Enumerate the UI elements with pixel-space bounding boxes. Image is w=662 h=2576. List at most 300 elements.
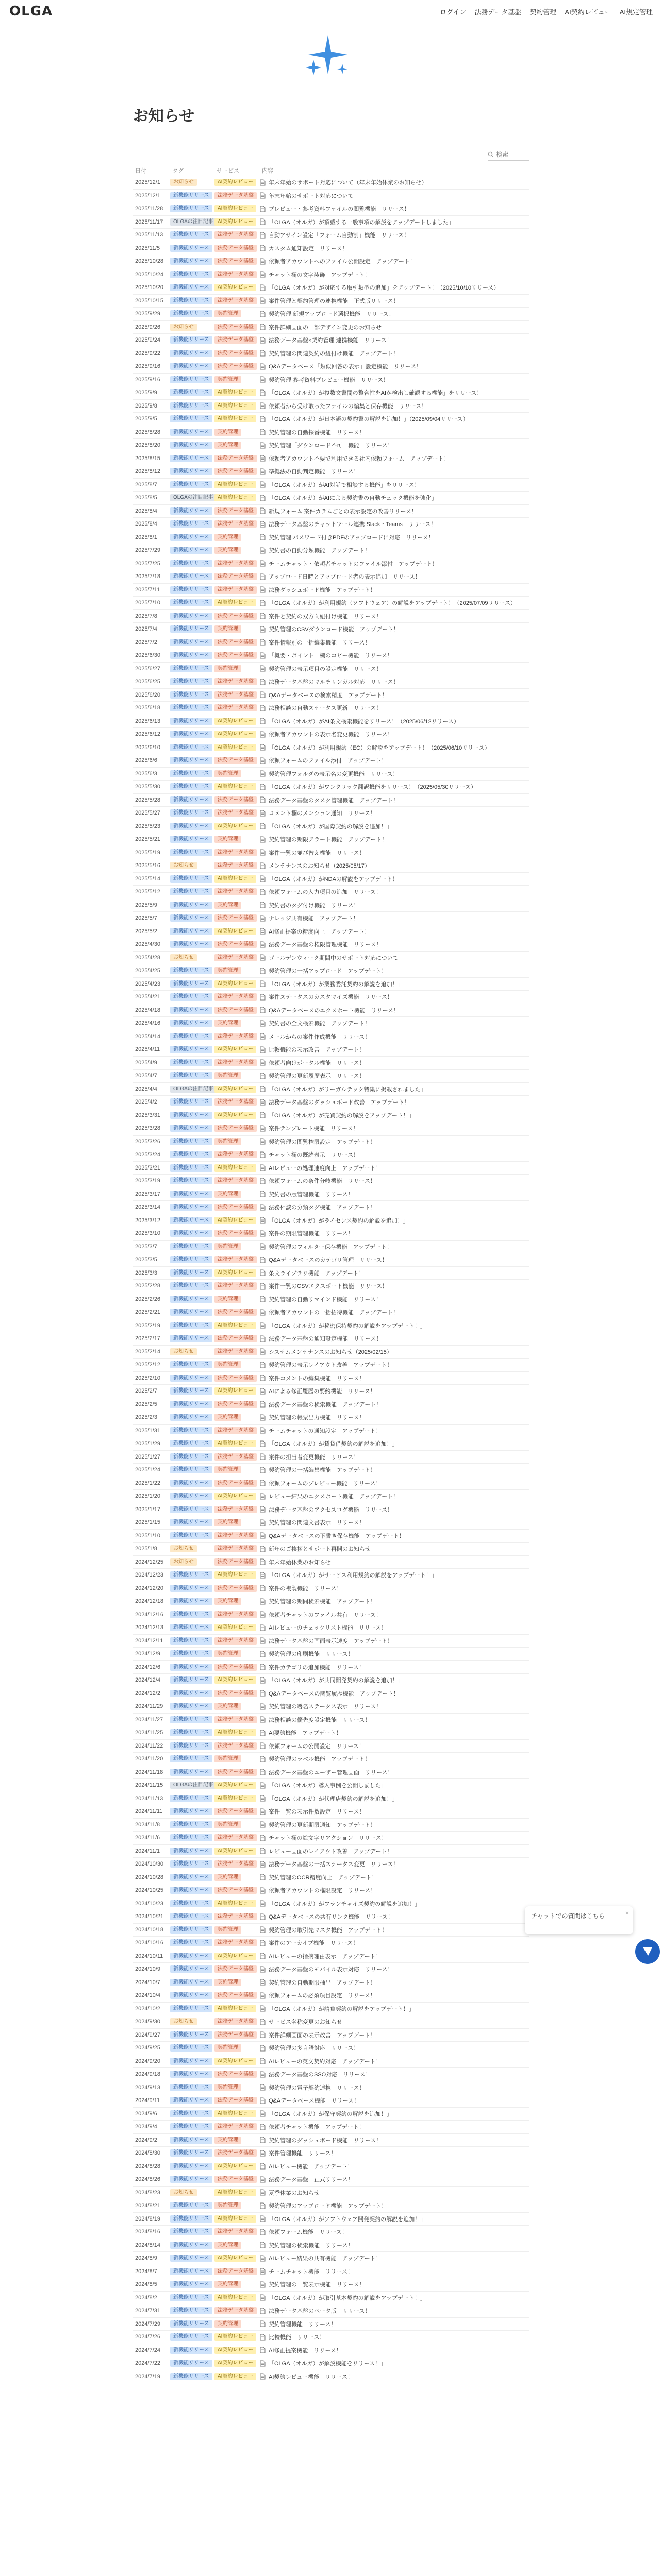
- row-title-link[interactable]: 契約書の自動分類機能 アップデート！: [269, 548, 371, 554]
- table-row[interactable]: [133, 820, 529, 834]
- table-row[interactable]: [133, 557, 529, 571]
- row-title-link[interactable]: 依頼フォームの公開設定 リリース！: [269, 1743, 365, 1750]
- table-row[interactable]: [133, 1148, 529, 1162]
- row-title-link[interactable]: 依頼者から受け取ったファイルの編集と保存機能 リリース！: [269, 403, 427, 410]
- table-row[interactable]: [133, 649, 529, 663]
- row-title-link[interactable]: 案件一覧の表示件数設定 リリース！: [269, 1809, 365, 1816]
- table-row[interactable]: [133, 2173, 529, 2187]
- nav-item-0[interactable]: ログイン: [440, 8, 467, 16]
- table-row[interactable]: [133, 1871, 529, 1885]
- row-title-link[interactable]: システムメンテナンスのお知らせ（2025/02/15）: [269, 1349, 392, 1355]
- row-title-link[interactable]: 法務データ基盤の画面表示速度 アップデート！: [269, 1638, 393, 1645]
- row-title-link[interactable]: 比較機能 リリース！: [269, 2334, 325, 2341]
- table-row[interactable]: [133, 1293, 529, 1307]
- table-row[interactable]: [133, 1411, 529, 1425]
- table-row[interactable]: [133, 229, 529, 242]
- table-row[interactable]: [133, 899, 529, 912]
- table-row[interactable]: [133, 886, 529, 899]
- table-row[interactable]: [133, 1661, 529, 1674]
- table-row[interactable]: [133, 452, 529, 466]
- row-title-link[interactable]: 夏季休業のお知らせ: [269, 2190, 320, 2196]
- row-title-link[interactable]: 法務相談の自動ステータス更新 リリース！: [269, 705, 382, 712]
- table-row[interactable]: [133, 1188, 529, 1201]
- row-title-link[interactable]: 法務データ基盤のタスク管理機能 アップデート！: [269, 797, 399, 804]
- table-row[interactable]: [133, 2370, 529, 2384]
- row-title-link[interactable]: 「OLGA（オルガ）が共同開発契約の解説を追加！」: [269, 1677, 404, 1684]
- table-row[interactable]: [133, 1543, 529, 1556]
- table-row[interactable]: [133, 531, 529, 545]
- table-row[interactable]: [133, 1976, 529, 1990]
- row-title-link[interactable]: 案件一覧のCSVエクスポート機能 リリース！: [269, 1283, 388, 1290]
- table-row[interactable]: [133, 2108, 529, 2121]
- table-row[interactable]: [133, 2331, 529, 2344]
- table-row[interactable]: [133, 1017, 529, 1030]
- table-row[interactable]: [133, 1109, 529, 1123]
- row-title-link[interactable]: 案件と契約の双方向紐付け機能 リリース！: [269, 613, 382, 620]
- table-row[interactable]: [133, 439, 529, 452]
- row-title-link[interactable]: AIレビューの処理速度向上 アップデート！: [269, 1165, 382, 1172]
- row-title-link[interactable]: ナレッジ共有機能 アップデート！: [269, 916, 359, 922]
- table-row[interactable]: [133, 1346, 529, 1359]
- row-title-link[interactable]: 契約管理の一括編集機能 アップデート！: [269, 1467, 376, 1474]
- row-title-link[interactable]: 「OLGA（オルガ）がライセンス契約の解説を追加！」: [269, 1217, 409, 1224]
- table-row[interactable]: [133, 964, 529, 978]
- table-row[interactable]: [133, 807, 529, 820]
- row-title-link[interactable]: 「OLGA（オルガ）がAIによる契約書の自動チェック機能を強化」: [269, 495, 437, 502]
- row-title-link[interactable]: サービス名称変更のお知らせ: [269, 2019, 342, 2026]
- table-row[interactable]: [133, 728, 529, 741]
- row-title-link[interactable]: Q&Aデータベースのエクスポート機能 リリース！: [269, 1007, 400, 1014]
- table-row[interactable]: [133, 1227, 529, 1241]
- row-title-link[interactable]: 案件詳細画面の一部デザイン変更のお知らせ: [269, 324, 382, 331]
- row-title-link[interactable]: 契約管理の自動期限抽出 アップデート！: [269, 1979, 376, 1986]
- row-title-link[interactable]: 契約管理のCSVダウンロード機能 アップデート！: [269, 626, 399, 633]
- table-row[interactable]: [133, 938, 529, 952]
- row-title-link[interactable]: 「OLGA（オルガ）がAI条文検索機能をリリース！（2025/06/12リリース）: [269, 718, 460, 725]
- row-title-link[interactable]: 条文ライブラリ機能 アップデート！: [269, 1270, 365, 1277]
- row-title-link[interactable]: 法務データ基盤のマルチリンガル対応 リリース！: [269, 679, 399, 686]
- table-row[interactable]: [133, 2160, 529, 2174]
- table-row[interactable]: [133, 1490, 529, 1503]
- nav-item-1[interactable]: 法務データ基盤: [474, 8, 522, 16]
- table-row[interactable]: [133, 1858, 529, 1871]
- table-row[interactable]: [133, 479, 529, 492]
- row-title-link[interactable]: 新年のご挨拶とサポート再開のお知らせ: [269, 1546, 371, 1553]
- table-row[interactable]: [133, 2199, 529, 2213]
- row-title-link[interactable]: プレビュー・参考資料ファイルの閲覧機能 リリース！: [269, 206, 410, 213]
- row-title-link[interactable]: 案件情報別の一括編集機能 リリース！: [269, 639, 371, 646]
- table-row[interactable]: [133, 492, 529, 505]
- table-row[interactable]: [133, 978, 529, 991]
- table-row[interactable]: [133, 1700, 529, 1714]
- row-title-link[interactable]: レビュー結果のエクスポート機能 アップデート！: [269, 1494, 399, 1500]
- row-title-link[interactable]: 比較機能の表示改善 アップデート！: [269, 1047, 365, 1054]
- row-title-link[interactable]: AI修正提案の精度向上 アップデート！: [269, 928, 370, 935]
- row-title-link[interactable]: 案件詳細画面の表示改善 アップデート！: [269, 2032, 376, 2039]
- row-title-link[interactable]: 依頼フォームの必須項目設定 リリース！: [269, 1993, 376, 1999]
- row-title-link[interactable]: 契約管理のアップロード機能 アップデート！: [269, 2203, 387, 2210]
- row-title-link[interactable]: 契約書の版管理機能 リリース！: [269, 1191, 354, 1198]
- table-row[interactable]: [133, 2094, 529, 2108]
- table-row[interactable]: [133, 1569, 529, 1582]
- table-row[interactable]: [133, 2292, 529, 2305]
- table-row[interactable]: [133, 2213, 529, 2226]
- row-title-link[interactable]: 契約管理の期限アラート機能 アップデート！: [269, 837, 388, 843]
- table-row[interactable]: [133, 1359, 529, 1372]
- table-row[interactable]: [133, 1096, 529, 1109]
- row-title-link[interactable]: チームチャット機能 リリース！: [269, 2268, 353, 2275]
- table-row[interactable]: [133, 1805, 529, 1819]
- row-title-link[interactable]: Q&Aデータベースの共有リンク機能 リリース！: [269, 1914, 393, 1921]
- row-title-link[interactable]: 契約管理の自動リマインド機能 リリース！: [269, 1296, 382, 1303]
- table-row[interactable]: [133, 413, 529, 426]
- table-row[interactable]: [133, 1241, 529, 1254]
- table-row[interactable]: [133, 268, 529, 282]
- table-row[interactable]: [133, 1819, 529, 1832]
- table-row[interactable]: [133, 859, 529, 873]
- table-row[interactable]: [133, 610, 529, 623]
- table-row[interactable]: [133, 1608, 529, 1622]
- table-row[interactable]: [133, 570, 529, 584]
- search-box[interactable]: [488, 148, 529, 161]
- table-row[interactable]: [133, 386, 529, 400]
- row-title-link[interactable]: 「OLGA（オルガ）がNDAの解説をアップデート！」: [269, 876, 404, 883]
- row-title-link[interactable]: 契約管理の期間検索機能 アップデート！: [269, 1599, 376, 1605]
- row-title-link[interactable]: チャット欄の絵文字リアクション リリース！: [269, 1835, 387, 1842]
- row-title-link[interactable]: コメント欄のメンション通知 リリース！: [269, 810, 376, 817]
- row-title-link[interactable]: 年末年始のサポート対応について: [269, 193, 354, 199]
- row-title-link[interactable]: 契約管理の取引先マスタ機能 アップデート！: [269, 1927, 388, 1934]
- row-title-link[interactable]: 「OLGA（オルガ）が代理店契約の解説を追加！」: [269, 1795, 398, 1802]
- row-title-link[interactable]: AIレビュー結果の共有機能 アップデート！: [269, 2256, 382, 2262]
- row-title-link[interactable]: 契約管理 新規アップロード選択機能 リリース！: [269, 311, 394, 318]
- table-row[interactable]: [133, 1267, 529, 1280]
- table-row[interactable]: [133, 505, 529, 518]
- table-row[interactable]: [133, 991, 529, 1004]
- nav-item-4[interactable]: AI規定管理: [619, 8, 653, 16]
- table-row[interactable]: [133, 1989, 529, 2003]
- table-row[interactable]: [133, 295, 529, 308]
- row-title-link[interactable]: 案件管理と契約管理の連携機能 正式版リリース！: [269, 298, 399, 304]
- table-row[interactable]: [133, 1253, 529, 1267]
- table-row[interactable]: [133, 1372, 529, 1385]
- table-row[interactable]: [133, 1753, 529, 1766]
- table-row[interactable]: [133, 1595, 529, 1608]
- table-row[interactable]: [133, 1464, 529, 1477]
- table-row[interactable]: [133, 715, 529, 728]
- table-row[interactable]: [133, 2304, 529, 2318]
- table-row[interactable]: [133, 176, 529, 190]
- row-title-link[interactable]: 案件一覧の並び替え機能 リリース！: [269, 850, 365, 856]
- row-title-link[interactable]: ゴールデンウィーク期間中のサポート対応について: [269, 955, 399, 961]
- row-title-link[interactable]: 契約管理の署名ステータス表示 リリース！: [269, 1704, 382, 1710]
- row-title-link[interactable]: 契約管理の関連文書表示 リリース！: [269, 1520, 365, 1527]
- table-row[interactable]: [133, 925, 529, 939]
- row-title-link[interactable]: 自動アサイン設定「フォーム自動割」機能 リリース！: [269, 232, 410, 239]
- row-title-link[interactable]: 法務データ基盤の検索機能 アップデート！: [269, 1401, 382, 1408]
- row-title-link[interactable]: AI修正提案機能 リリース！: [269, 2347, 342, 2354]
- table-row[interactable]: [133, 1726, 529, 1740]
- table-row[interactable]: [133, 1516, 529, 1530]
- table-row[interactable]: [133, 1766, 529, 1780]
- row-title-link[interactable]: AIレビュー機能 アップデート！: [269, 2163, 353, 2170]
- row-title-link[interactable]: Q&Aデータベースの下書き保存機能 アップデート！: [269, 1533, 405, 1539]
- table-row[interactable]: [133, 623, 529, 636]
- table-row[interactable]: [133, 768, 529, 781]
- table-row[interactable]: [133, 952, 529, 965]
- search-input[interactable]: [496, 151, 527, 158]
- table-row[interactable]: [133, 1503, 529, 1517]
- table-row[interactable]: [133, 190, 529, 203]
- table-row[interactable]: [133, 833, 529, 846]
- table-row[interactable]: [133, 689, 529, 702]
- table-row[interactable]: [133, 281, 529, 295]
- table-row[interactable]: [133, 1122, 529, 1136]
- row-title-link[interactable]: メールからの案件作成機能 リリース！: [269, 1033, 371, 1040]
- row-title-link[interactable]: 契約管理フォルダの表示名の変更機能 リリース！: [269, 771, 399, 777]
- logo[interactable]: OLGA: [9, 4, 53, 19]
- row-title-link[interactable]: 依頼フォームのプレビュー機能 リリース！: [269, 1480, 382, 1487]
- row-title-link[interactable]: 「OLGA（オルガ）が業務委託契約の解説を追加！」: [269, 981, 404, 988]
- row-title-link[interactable]: チームチャットの通知設定 アップデート！: [269, 1428, 382, 1434]
- row-title-link[interactable]: 依頼者アカウントへのファイル公開設定 アップデート！: [269, 259, 416, 265]
- table-row[interactable]: [133, 1845, 529, 1858]
- row-title-link[interactable]: 「OLGA（オルガ）が請負契約の解説をアップデート！」: [269, 2006, 415, 2012]
- table-row[interactable]: [133, 1582, 529, 1596]
- row-title-link[interactable]: 案件の複製機能 リリース！: [269, 1585, 342, 1592]
- table-row[interactable]: [133, 741, 529, 755]
- table-row[interactable]: [133, 584, 529, 597]
- table-row[interactable]: [133, 663, 529, 676]
- table-row[interactable]: [133, 675, 529, 689]
- table-row[interactable]: [133, 400, 529, 413]
- row-title-link[interactable]: 「OLGA（オルガ）が売買契約の解説をアップデート！」: [269, 1112, 415, 1119]
- table-row[interactable]: [133, 2029, 529, 2042]
- row-title-link[interactable]: 法務データ基盤のSSO対応 リリース！: [269, 2072, 371, 2078]
- row-title-link[interactable]: 契約管理の更新期限通知 アップデート！: [269, 1822, 376, 1828]
- table-row[interactable]: [133, 1635, 529, 1648]
- row-title-link[interactable]: 契約管理の多言語対応 リリース！: [269, 2045, 359, 2052]
- row-title-link[interactable]: AI契約レビュー機能 リリース！: [269, 2374, 353, 2380]
- row-title-link[interactable]: 契約管理の表示項目の設定機能 リリース！: [269, 666, 382, 672]
- row-title-link[interactable]: 契約管理の自動採番機能 リリース！: [269, 429, 365, 436]
- table-row[interactable]: [133, 1792, 529, 1806]
- row-title-link[interactable]: 契約管理の検索機能 リリース！: [269, 2242, 354, 2249]
- row-title-link[interactable]: 「OLGA（オルガ）が賃貸借契約の解説を追加！」: [269, 1441, 398, 1448]
- table-row[interactable]: [133, 2318, 529, 2331]
- row-title-link[interactable]: 依頼者チャットのファイル共有 リリース！: [269, 1612, 382, 1618]
- table-row[interactable]: [133, 1398, 529, 1412]
- row-title-link[interactable]: 法務データ基盤の一括ステータス変更 リリース！: [269, 1861, 399, 1868]
- table-row[interactable]: [133, 1030, 529, 1044]
- row-title-link[interactable]: 法務データ基盤のユーザー管理画面 リリース！: [269, 1769, 393, 1776]
- table-row[interactable]: [133, 1556, 529, 1569]
- row-title-link[interactable]: 案件テンプレート機能 リリース！: [269, 1126, 359, 1132]
- row-title-link[interactable]: 「OLGA（オルガ）が利用規約（ソフトウェア）の解説をアップデート！（2025/07/09リリース）: [269, 600, 516, 607]
- row-title-link[interactable]: 契約管理機能 リリース！: [269, 2321, 337, 2328]
- table-row[interactable]: [133, 242, 529, 256]
- row-title-link[interactable]: 「概要・ポイント」欄のコピー機能 リリース！: [269, 653, 393, 659]
- row-title-link[interactable]: 年末年始のサポート対応について（年末年始休業のお知らせ）: [269, 180, 427, 187]
- chat-prompt[interactable]: [525, 1906, 633, 1934]
- row-title-link[interactable]: Q&Aデータベース「類似回答の表示」設定機能 リリース！: [269, 364, 422, 370]
- row-title-link[interactable]: 依頼フォームの条件分岐機能 リリース！: [269, 1178, 376, 1185]
- row-title-link[interactable]: 法務相談の分類タグ機能 アップデート！: [269, 1205, 376, 1211]
- table-row[interactable]: [133, 1477, 529, 1490]
- row-title-link[interactable]: 法務データ基盤のベータ版 リリース！: [269, 2308, 371, 2315]
- table-row[interactable]: [133, 1319, 529, 1333]
- row-title-link[interactable]: 依頼フォームのファイル添付 アップデート！: [269, 758, 387, 765]
- row-title-link[interactable]: チャット欄の既読表示 リリース！: [269, 1152, 359, 1159]
- table-row[interactable]: [133, 636, 529, 650]
- row-title-link[interactable]: Q&Aデータベースの閲覧履歴機能 アップデート！: [269, 1690, 399, 1697]
- table-row[interactable]: [133, 1937, 529, 1950]
- table-row[interactable]: [133, 1136, 529, 1149]
- table-row[interactable]: [133, 1832, 529, 1845]
- row-title-link[interactable]: 依頼フォームの入力項目の追加 リリース！: [269, 889, 382, 896]
- table-row[interactable]: [133, 2226, 529, 2239]
- row-title-link[interactable]: 「OLGA（オルガ）が日本語の契約書の解説を追加！」（2025/09/04リリース）: [269, 416, 469, 423]
- row-title-link[interactable]: 案件の期限管理機能 リリース！: [269, 1231, 354, 1238]
- table-row[interactable]: [133, 2055, 529, 2069]
- row-title-link[interactable]: 案件ステータスのカスタマイズ機能 リリース！: [269, 994, 393, 1001]
- row-title-link[interactable]: 案件コメントの編集機能 リリース！: [269, 1375, 365, 1382]
- table-row[interactable]: [133, 1004, 529, 1018]
- table-row[interactable]: [133, 912, 529, 925]
- row-title-link[interactable]: AI要約機能 アップデート！: [269, 1730, 342, 1737]
- table-row[interactable]: [133, 202, 529, 216]
- table-row[interactable]: [133, 2239, 529, 2252]
- row-title-link[interactable]: 契約管理 参考資料プレビュー機能 リリース！: [269, 377, 389, 383]
- row-title-link[interactable]: 依頼フォーム機能 リリース！: [269, 2229, 347, 2236]
- table-row[interactable]: [133, 754, 529, 768]
- table-row[interactable]: [133, 2081, 529, 2095]
- table-row[interactable]: [133, 702, 529, 715]
- table-row[interactable]: [133, 1332, 529, 1346]
- table-row[interactable]: [133, 2003, 529, 2016]
- row-title-link[interactable]: 契約管理の関連契約の紐付け機能 アップデート！: [269, 350, 399, 357]
- table-row[interactable]: [133, 2015, 529, 2029]
- table-row[interactable]: [133, 1714, 529, 1727]
- row-title-link[interactable]: 依頼者アカウントの権限設定 リリース！: [269, 1888, 376, 1894]
- row-title-link[interactable]: 契約管理の表示レイアウト改善 アップデート！: [269, 1362, 393, 1369]
- row-title-link[interactable]: 法務相談の優先度設定機能 リリース！: [269, 1717, 371, 1723]
- table-row[interactable]: [133, 321, 529, 334]
- row-title-link[interactable]: 契約管理の更新履歴表示 リリース！: [269, 1073, 365, 1080]
- row-title-link[interactable]: 依頼者向けポータル機能 リリース！: [269, 1060, 365, 1066]
- table-row[interactable]: [133, 1687, 529, 1701]
- table-row[interactable]: [133, 1674, 529, 1687]
- table-row[interactable]: [133, 2278, 529, 2292]
- row-title-link[interactable]: 「OLGA（オルガ）導入事例を公開しました」: [269, 1783, 387, 1789]
- table-row[interactable]: [133, 308, 529, 321]
- table-row[interactable]: [133, 597, 529, 610]
- nav-item-3[interactable]: AI契約レビュー: [565, 8, 611, 16]
- table-row[interactable]: [133, 1425, 529, 1438]
- row-title-link[interactable]: 案件の担当者変更機能 リリース！: [269, 1454, 359, 1461]
- table-row[interactable]: [133, 2147, 529, 2160]
- row-title-link[interactable]: Q&Aデータベースのカテゴリ管理 リリース！: [269, 1257, 388, 1264]
- row-title-link[interactable]: チャット欄の文字装飾 アップデート！: [269, 272, 370, 278]
- row-title-link[interactable]: 新規フォーム 案件カラムごとの表示設定の改善リリース！: [269, 508, 417, 515]
- row-title-link[interactable]: 案件のアーカイブ機能 リリース！: [269, 1940, 359, 1947]
- row-title-link[interactable]: 依頼者チャット機能 アップデート！: [269, 2124, 365, 2131]
- table-row[interactable]: [133, 347, 529, 361]
- row-title-link[interactable]: 「OLGA（オルガ）がソフトウェア開発契約の解説を追加！」: [269, 2216, 426, 2223]
- table-row[interactable]: [133, 1083, 529, 1096]
- table-row[interactable]: [133, 1740, 529, 1753]
- table-row[interactable]: [133, 518, 529, 531]
- table-row[interactable]: [133, 1385, 529, 1398]
- row-title-link[interactable]: 「OLGA（オルガ）が保守契約の解説を追加！」: [269, 2111, 392, 2117]
- table-row[interactable]: [133, 360, 529, 374]
- row-title-link[interactable]: 準拠法の自動判定機能 リリース！: [269, 469, 359, 476]
- row-title-link[interactable]: 依頼者アカウント不要で利用できる社内依頼フォーム アップデート！: [269, 455, 450, 462]
- row-title-link[interactable]: 法務データ基盤×契約管理 連携機能 リリース！: [269, 337, 392, 344]
- row-title-link[interactable]: 契約管理の一括アップロード アップデート！: [269, 968, 387, 975]
- row-title-link[interactable]: AIレビューの英文契約対応 アップデート！: [269, 2058, 382, 2065]
- row-title-link[interactable]: 法務データ基盤の権限管理機能 リリース！: [269, 942, 382, 948]
- table-row[interactable]: [133, 781, 529, 794]
- row-title-link[interactable]: 契約管理 パスワード付きPDFのアップロードに対応 リリース！: [269, 534, 434, 541]
- row-title-link[interactable]: Q&Aデータベース機能 リリース！: [269, 2098, 360, 2105]
- row-title-link[interactable]: 契約管理のOCR精度向上 アップデート！: [269, 1874, 377, 1881]
- table-row[interactable]: [133, 426, 529, 439]
- row-title-link[interactable]: 契約管理の帳票出力機能 リリース！: [269, 1415, 365, 1421]
- row-title-link[interactable]: 法務データ基盤のモバイル表示対応 リリース！: [269, 1967, 393, 1973]
- table-row[interactable]: [133, 1648, 529, 1661]
- table-row[interactable]: [133, 2265, 529, 2279]
- row-title-link[interactable]: 法務データ基盤 正式リリース！: [269, 2177, 354, 2183]
- table-row[interactable]: [133, 1924, 529, 1937]
- table-row[interactable]: [133, 2121, 529, 2134]
- row-title-link[interactable]: 契約管理の印刷機能 リリース！: [269, 1651, 354, 1658]
- table-row[interactable]: [133, 794, 529, 807]
- row-title-link[interactable]: アップロード日時とアップロード者の表示追加 リリース！: [269, 574, 421, 581]
- nav-item-2[interactable]: 契約管理: [529, 8, 557, 16]
- table-row[interactable]: [133, 544, 529, 557]
- table-row[interactable]: [133, 1201, 529, 1214]
- row-title-link[interactable]: AIレビューのチェックリスト機能 リリース！: [269, 1625, 387, 1632]
- row-title-link[interactable]: 案件カテゴリの追加機能 リリース！: [269, 1664, 365, 1671]
- row-title-link[interactable]: 契約管理のフィルター保存機能 アップデート！: [269, 1244, 392, 1250]
- table-row[interactable]: [133, 1162, 529, 1175]
- table-row[interactable]: [133, 1897, 529, 1911]
- table-row[interactable]: [133, 1910, 529, 1924]
- table-row[interactable]: [133, 1437, 529, 1451]
- row-title-link[interactable]: 年末年始休業のお知らせ: [269, 1559, 331, 1566]
- table-row[interactable]: [133, 1884, 529, 1897]
- row-title-link[interactable]: 法務データ基盤の通知設定機能 リリース！: [269, 1336, 382, 1343]
- table-row[interactable]: [133, 2187, 529, 2200]
- row-title-link[interactable]: 契約書の全文検索機能 アップデート！: [269, 1021, 371, 1027]
- table-row[interactable]: [133, 2042, 529, 2055]
- table-row[interactable]: [133, 1214, 529, 1228]
- row-title-link[interactable]: カスタム通知設定 リリース！: [269, 245, 348, 252]
- table-row[interactable]: [133, 1043, 529, 1057]
- row-title-link[interactable]: 依頼者アカウントの一括招待機能 アップデート！: [269, 1310, 399, 1316]
- table-row[interactable]: [133, 334, 529, 347]
- row-title-link[interactable]: 「OLGA（オルガ）が対応する取引類型の追加」をアップデート！（2025/10/10リリース）: [269, 285, 500, 292]
- row-title-link[interactable]: 「OLGA（オルガ）が解説機能をリリース！」: [269, 2361, 387, 2367]
- table-row[interactable]: [133, 846, 529, 860]
- row-title-link[interactable]: 「OLGA（オルガ）が取引基本契約の解説をアップデート！」: [269, 2295, 426, 2301]
- row-title-link[interactable]: 「OLGA（オルガ）がワンクリック翻訳機能をリリース！（2025/05/30リリース）: [269, 784, 476, 791]
- row-title-link[interactable]: 「OLGA（オルガ）がAI対話で相談する機能」をリリース！: [269, 482, 420, 488]
- table-row[interactable]: [133, 873, 529, 886]
- row-title-link[interactable]: Q&Aデータベースの検索精度 アップデート！: [269, 692, 388, 699]
- row-title-link[interactable]: 法務ダッシュボード機能 アップデート！: [269, 587, 376, 594]
